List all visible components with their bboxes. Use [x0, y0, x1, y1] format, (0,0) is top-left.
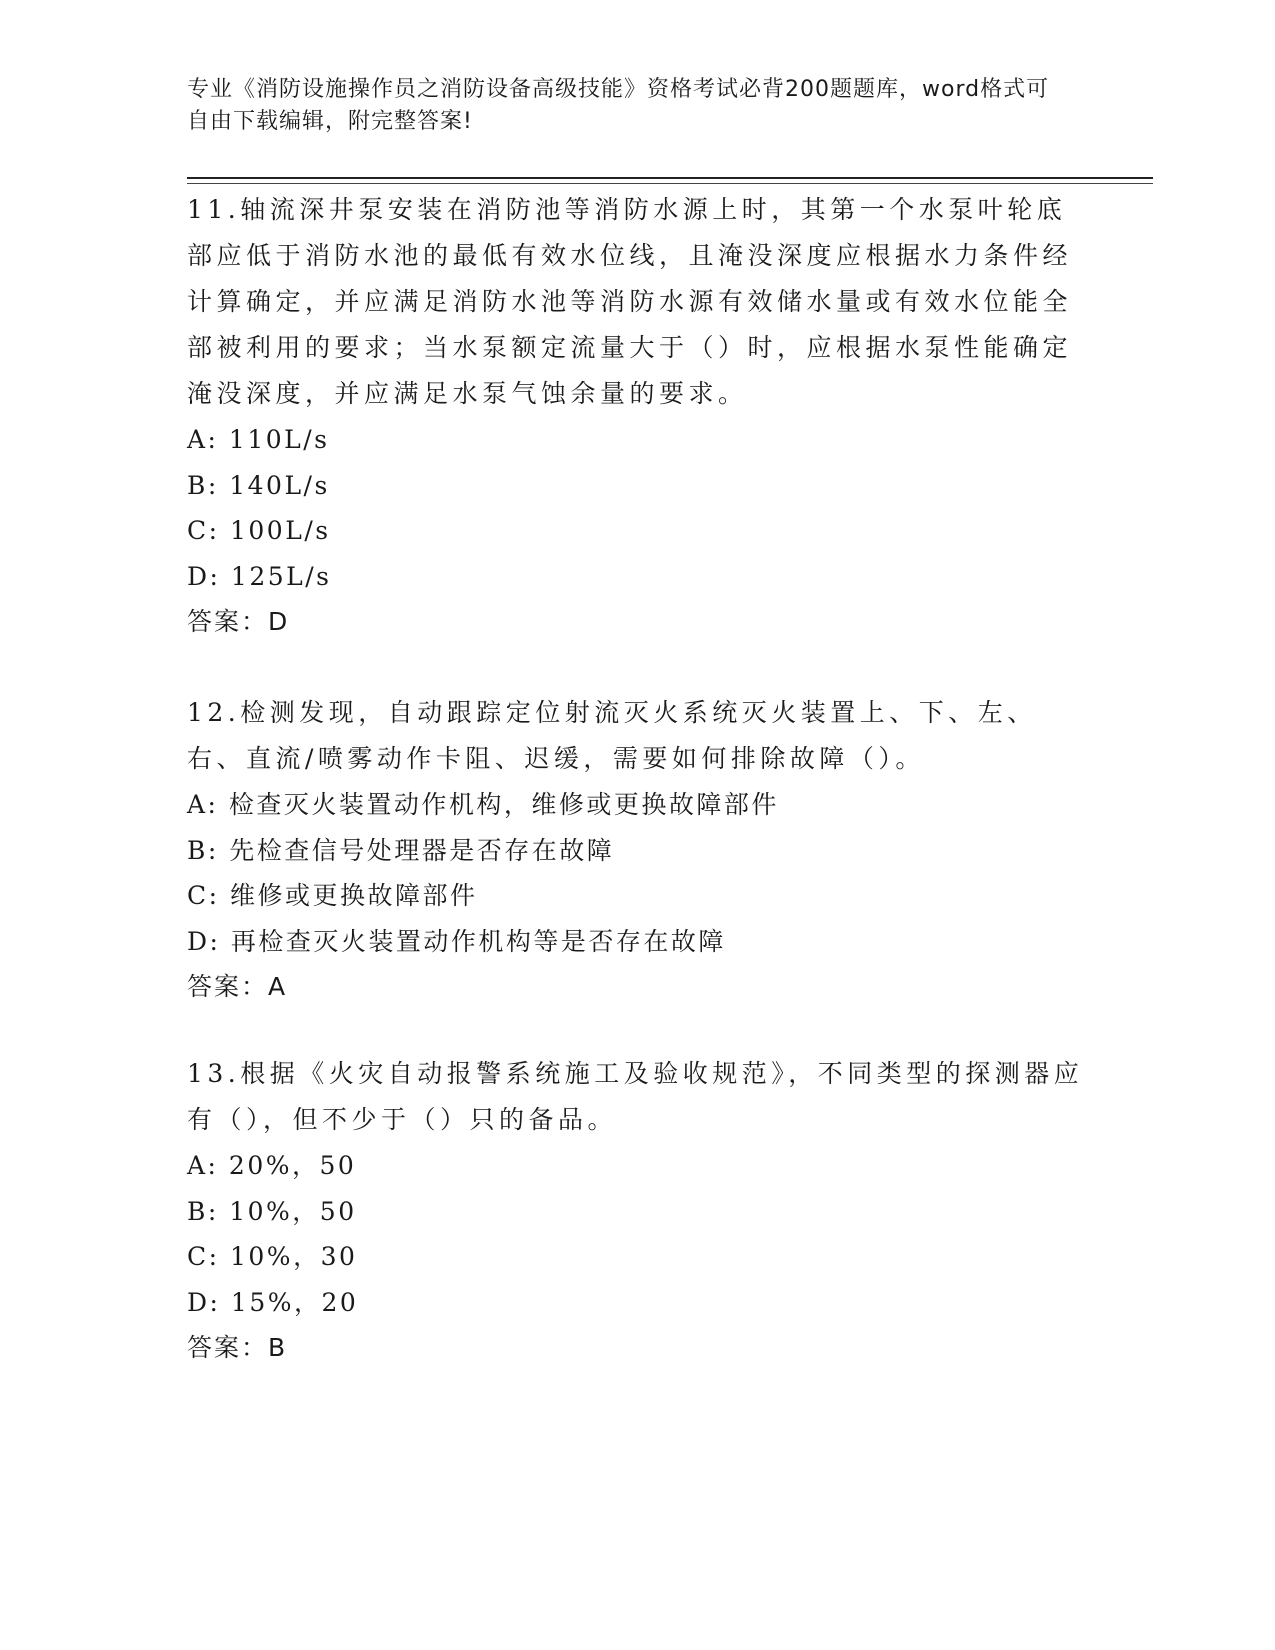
question-stem: 13.根据《火灾自动报警系统施工及验收规范》，不同类型的探测器应有（），但不少于（）只的备品。 — [187, 1059, 1084, 1134]
header-divider-thick — [187, 177, 1153, 179]
option-c: C: 100L/s — [187, 516, 331, 545]
question-stem: 12.检测发现，自动跟踪定位射流灭火系统灭火装置上、下、左、右、直流/喷雾动作卡阻、迟缓，需要如何排除故障（）。 — [187, 698, 1037, 773]
answer-line: 答案：B — [187, 1333, 288, 1362]
option-c: C: 10%，30 — [187, 1242, 358, 1271]
option-d: D: 125L/s — [187, 561, 332, 591]
header-divider-thin — [187, 183, 1153, 184]
header-intro-text: 专业《消防设施操作员之消防设备高级技能》资格考试必背200题题库，word格式可自由下载编辑，附完整答案! — [187, 77, 1050, 134]
document-header — [187, 74, 1067, 138]
answer-line: 答案：A — [187, 972, 288, 1001]
question-11 — [187, 187, 1087, 645]
option-c: C: 维修或更换故障部件 — [187, 881, 478, 910]
option-b: B: 140L/s — [187, 470, 330, 500]
option-b: B: 先检查信号处理器是否存在故障 — [187, 835, 615, 865]
option-a: A: 110L/s — [187, 425, 330, 454]
answer-line: 答案：D — [187, 607, 290, 636]
option-a: A: 20%，50 — [187, 1151, 357, 1180]
option-b: B: 10%，50 — [187, 1196, 357, 1226]
question-13 — [187, 1051, 1087, 1371]
question-12 — [187, 690, 1087, 1010]
question-stem: 11.轴流深井泵安装在消防池等消防水源上时，其第一个水泵叶轮底部应低于消防水池的最低有效水位线，且淹没深度应根据水力条件经计算确定，并应满足消防水池等消防水源有效储水量或有效水位能全部被利用的要求；当水泵额定流量大于（）时，应根据水泵性能确定淹没深度，并应满足水泵气蚀余量的要求。 — [187, 195, 1073, 408]
option-d: D: 15%，20 — [187, 1287, 359, 1317]
option-a: A: 检查灭火装置动作机构，维修或更换故障部件 — [187, 790, 779, 819]
option-d: D: 再检查灭火装置动作机构等是否存在故障 — [187, 926, 726, 956]
